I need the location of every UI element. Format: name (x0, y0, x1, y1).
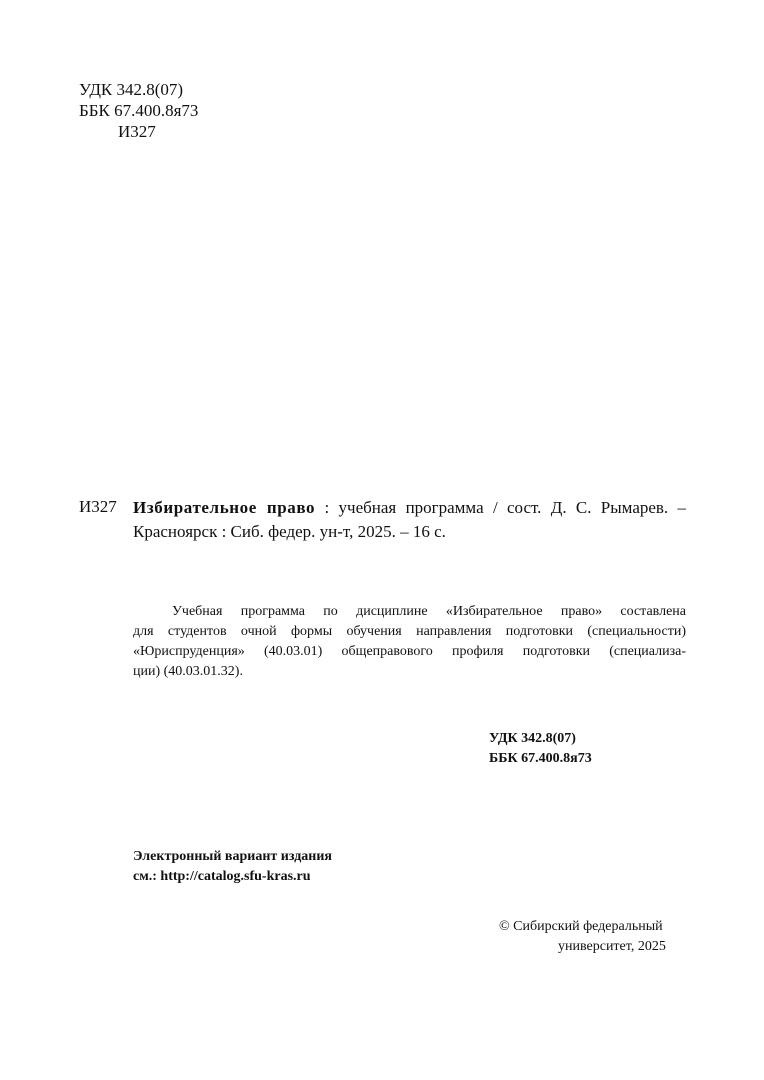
annotation-line: «Юриспруденция» (40.03.01) общеправового профиля подготовки (специализа- (133, 644, 686, 659)
annotation-line: ции) (40.03.01.32). (133, 664, 243, 679)
electronic-version-note (133, 847, 332, 887)
bibliographic-line-1 (133, 496, 686, 520)
copyright-line-1: © Сибирский федеральный (499, 919, 663, 934)
bibliographic-details: : учебная программа / сост. Д. С. Рымарев. – (315, 498, 687, 517)
copyright-notice (499, 917, 666, 957)
copyright-line-2: университет, 2025 (558, 939, 666, 954)
catalog-link[interactable]: см.: http://catalog.sfu-kras.ru (133, 869, 311, 884)
bbk-code: ББК 67.400.8я73 (489, 751, 592, 766)
book-title: Избирательное право (133, 498, 316, 517)
header-author-mark: И327 (118, 122, 156, 141)
header-bbk-code: ББК 67.400.8я73 (79, 101, 199, 120)
bibliographic-line-2: Красноярск : Сиб. федер. ун-т, 2025. – 16 с. (133, 522, 446, 541)
bibliographic-record (133, 496, 686, 544)
classification-codes (489, 729, 592, 769)
header-classification-codes (79, 79, 198, 142)
annotation-paragraph (133, 602, 686, 682)
annotation-line: для студентов очной формы обучения направления подготовки (специальности) (133, 624, 686, 639)
udk-code: УДК 342.8(07) (489, 731, 576, 746)
annotation-line: Учебная программа по дисциплине «Избирательное право» составлена (172, 604, 686, 619)
electronic-version-label: Электронный вариант издания (133, 849, 332, 864)
bibliographic-author-mark: И327 (79, 497, 117, 516)
header-udk-code: УДК 342.8(07) (79, 80, 184, 99)
